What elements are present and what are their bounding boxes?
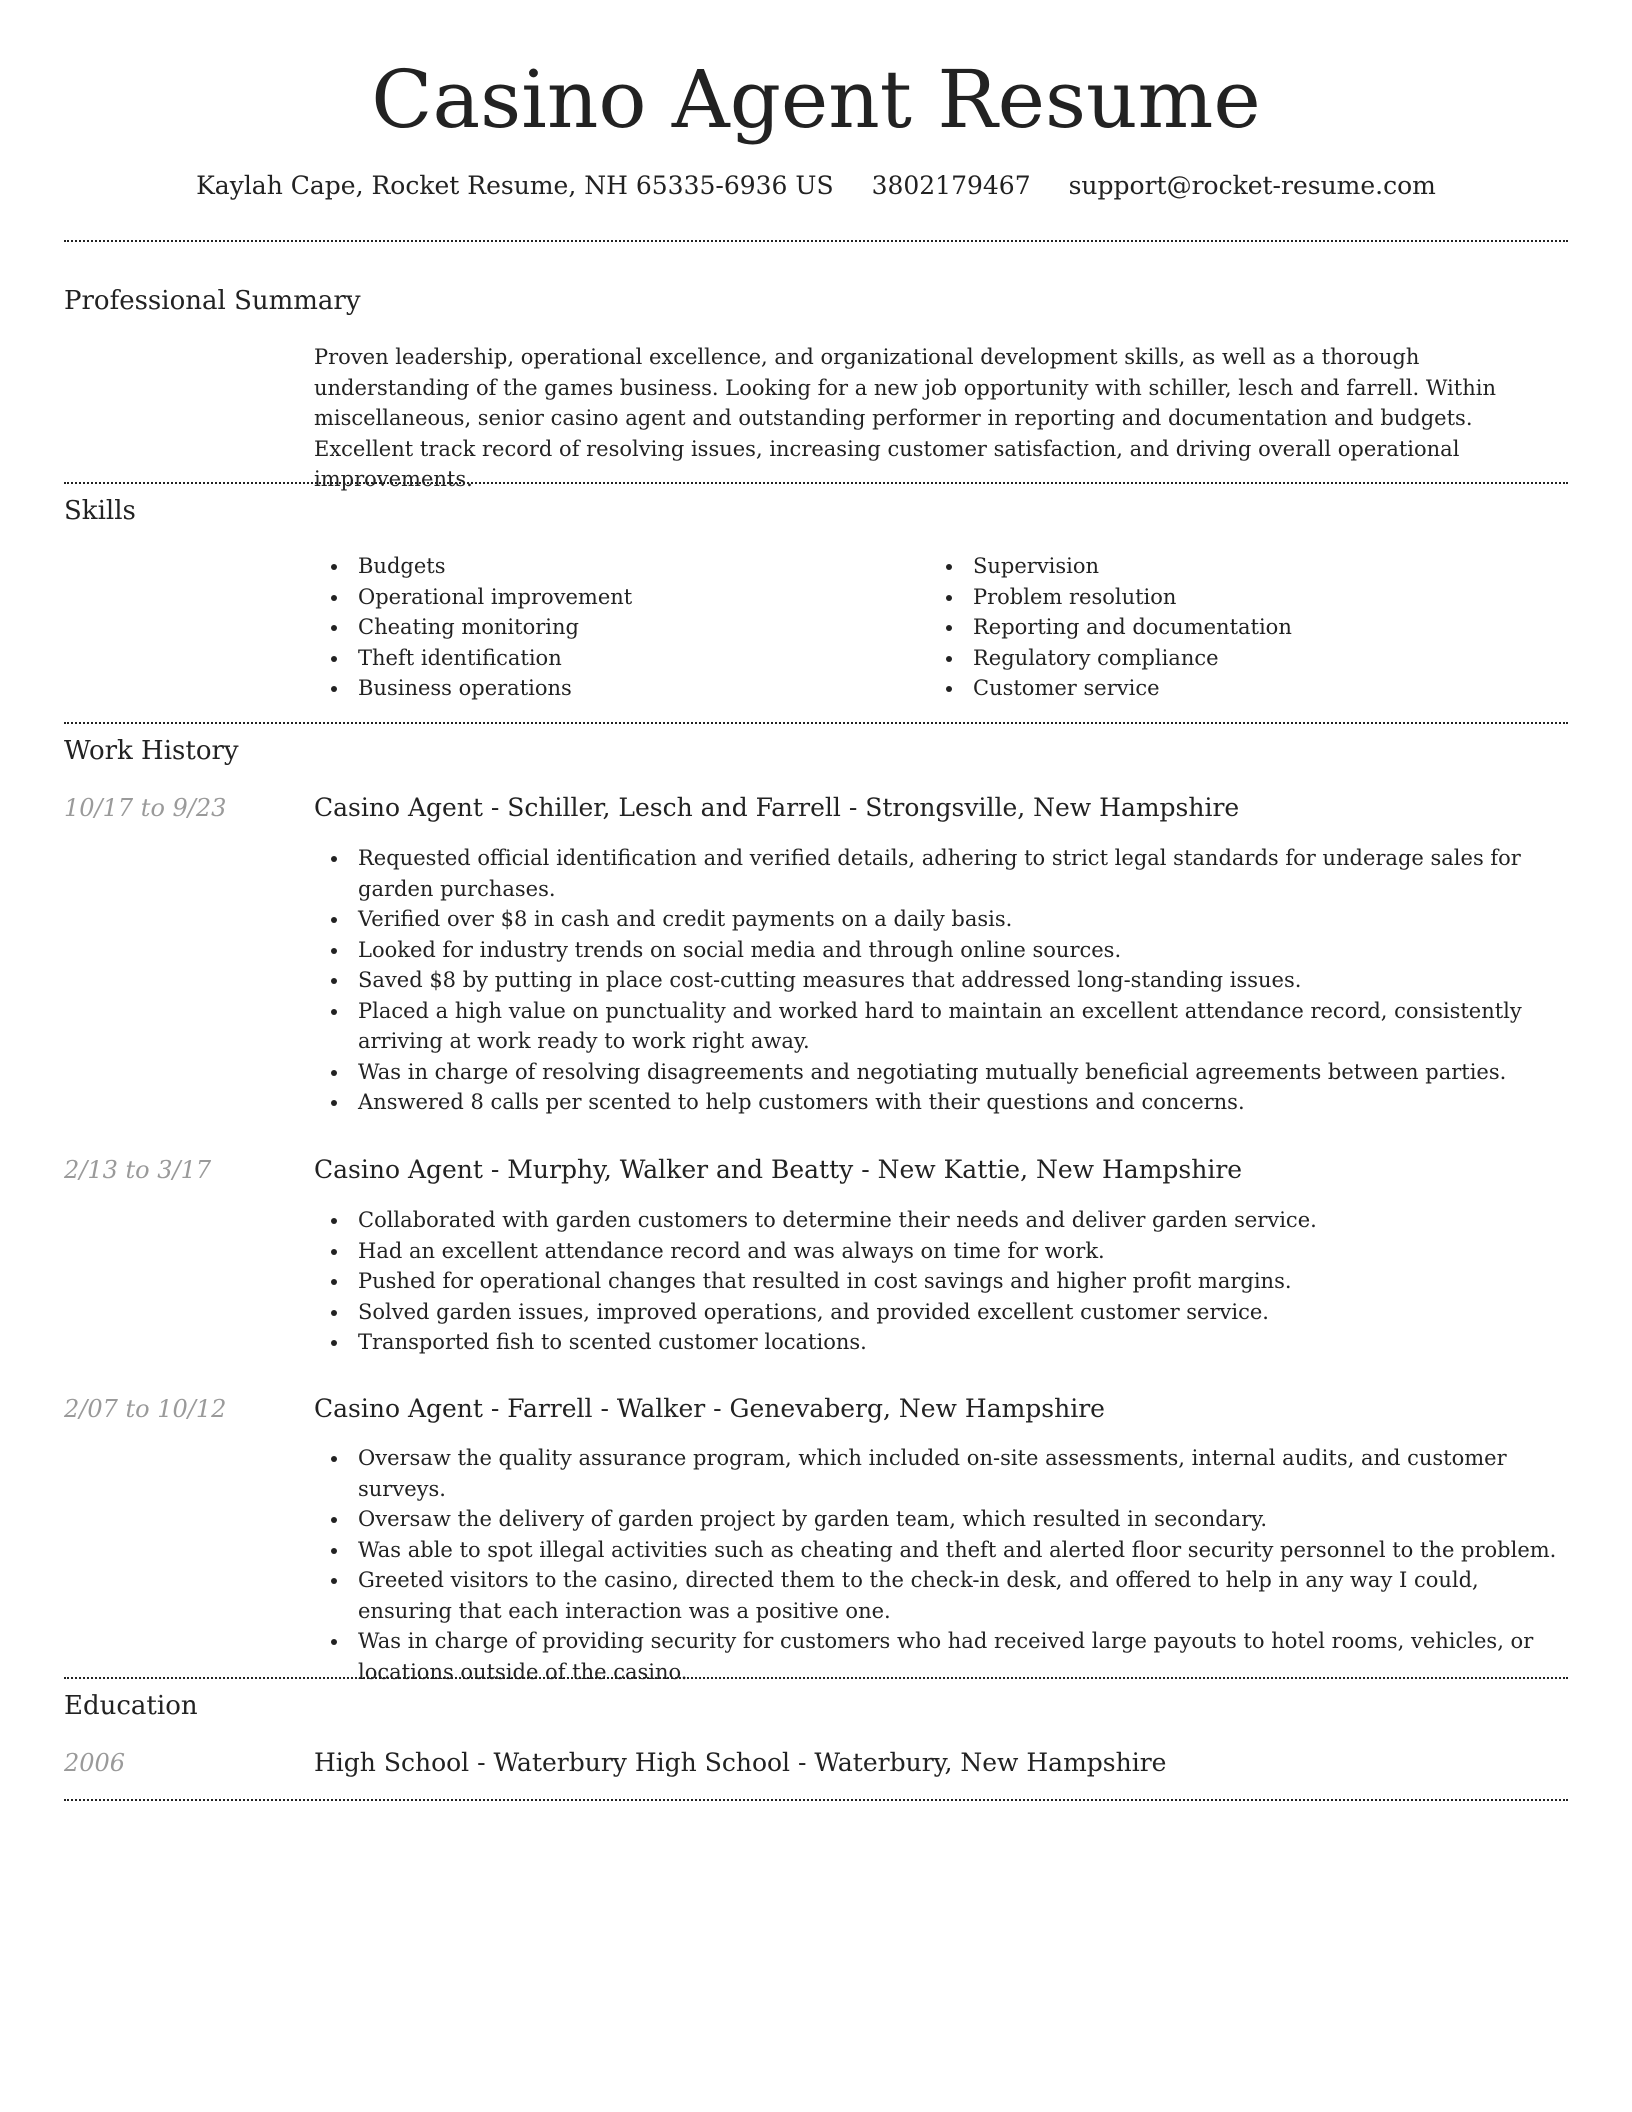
skill-item: Problem resolution <box>929 582 1529 613</box>
skill-item: Cheating monitoring <box>314 612 914 643</box>
contact-phone: 3802179467 <box>871 171 1031 200</box>
job-title: Casino Agent - Schiller, Lesch and Farrell - Strongsville, New Hampshire <box>314 793 1240 822</box>
divider <box>64 722 1568 724</box>
education-entry: High School - Waterbury High School - Waterbury, New Hampshire <box>314 1748 1167 1777</box>
skill-item: Supervision <box>929 551 1529 582</box>
summary-text: Proven leadership, operational excellence, and organizational development skills, as well as a thorough understanding of the games business. Looking for a new job opportunity with schiller, lesch and farrell. Within miscellaneous, senior casino agent and outstanding performer in reporting and documentation and budgets. Excellent track record of resolving issues, increasing customer satisfaction, and driving overall operational improvements. <box>314 345 1496 491</box>
job-bullet: Solved garden issues, improved operations, and provided excellent customer service. <box>314 1297 1568 1328</box>
job-bullet: Pushed for operational changes that resulted in cost savings and higher profit margins. <box>314 1266 1568 1297</box>
job-bullet: Was in charge of providing security for customers who had received large payouts to hotel rooms, vehicles, or locations outside of the casino. <box>314 1626 1568 1687</box>
skill-item: Operational improvement <box>314 582 914 613</box>
skill-item: Reporting and documentation <box>929 612 1529 643</box>
contact-address: Kaylah Cape, Rocket Resume, NH 65335-6936 US <box>196 171 834 200</box>
skill-item: Business operations <box>314 673 914 704</box>
divider <box>64 1677 1568 1679</box>
job-dates: 10/17 to 9/23 <box>64 794 227 822</box>
education-heading: Education <box>64 1691 198 1721</box>
job-bullet: Requested official identification and verified details, adhering to strict legal standards for underage sales for garden purchases. <box>314 843 1568 904</box>
skill-item: Customer service <box>929 673 1529 704</box>
skill-item: Regulatory compliance <box>929 643 1529 674</box>
job-bullets <box>314 1205 1568 1358</box>
job-title: Casino Agent - Murphy, Walker and Beatty - New Kattie, New Hampshire <box>314 1155 1243 1184</box>
job-dates: 2/07 to 10/12 <box>64 1395 227 1423</box>
job-dates: 2/13 to 3/17 <box>64 1156 212 1184</box>
divider <box>64 1799 1568 1801</box>
contact-line <box>0 168 1632 204</box>
skills-list-left <box>314 551 914 704</box>
job-bullet: Was able to spot illegal activities such as cheating and theft and alerted floor security personnel to the problem. <box>314 1535 1568 1566</box>
job-bullets <box>314 1443 1568 1687</box>
skill-item: Budgets <box>314 551 914 582</box>
skills-list-right <box>929 551 1529 704</box>
job-title: Casino Agent - Farrell - Walker - Genevaberg, New Hampshire <box>314 1394 1105 1423</box>
job-bullet: Greeted visitors to the casino, directed them to the check-in desk, and offered to help in any way I could, ensuring that each interaction was a positive one. <box>314 1565 1568 1626</box>
job-bullet: Collaborated with garden customers to determine their needs and deliver garden service. <box>314 1205 1568 1236</box>
skill-item: Theft identification <box>314 643 914 674</box>
education-year: 2006 <box>64 1749 126 1777</box>
job-bullet: Placed a high value on punctuality and worked hard to maintain an excellent attendance record, consistently arriving at work ready to work right away. <box>314 996 1568 1057</box>
job-bullet: Oversaw the quality assurance program, which included on-site assessments, internal audits, and customer surveys. <box>314 1443 1568 1504</box>
divider <box>64 240 1568 242</box>
summary-heading: Professional Summary <box>64 286 361 316</box>
divider <box>64 482 1568 484</box>
job-bullet: Transported fish to scented customer locations. <box>314 1327 1568 1358</box>
job-bullets <box>314 843 1568 1118</box>
job-bullet: Answered 8 calls per scented to help customers with their questions and concerns. <box>314 1087 1568 1118</box>
job-bullet: Was in charge of resolving disagreements and negotiating mutually beneficial agreements between parties. <box>314 1057 1568 1088</box>
work-history-heading: Work History <box>64 736 239 766</box>
job-bullet: Had an excellent attendance record and was always on time for work. <box>314 1236 1568 1267</box>
job-bullet: Verified over $8 in cash and credit payments on a daily basis. <box>314 904 1568 935</box>
job-bullet: Looked for industry trends on social media and through online sources. <box>314 935 1568 966</box>
skills-heading: Skills <box>64 496 136 526</box>
job-bullet: Saved $8 by putting in place cost-cutting measures that addressed long-standing issues. <box>314 965 1568 996</box>
resume-title: Casino Agent Resume <box>371 53 1261 146</box>
job-bullet: Oversaw the delivery of garden project by garden team, which resulted in secondary. <box>314 1504 1568 1535</box>
contact-email: support@rocket-resume.com <box>1068 171 1436 200</box>
